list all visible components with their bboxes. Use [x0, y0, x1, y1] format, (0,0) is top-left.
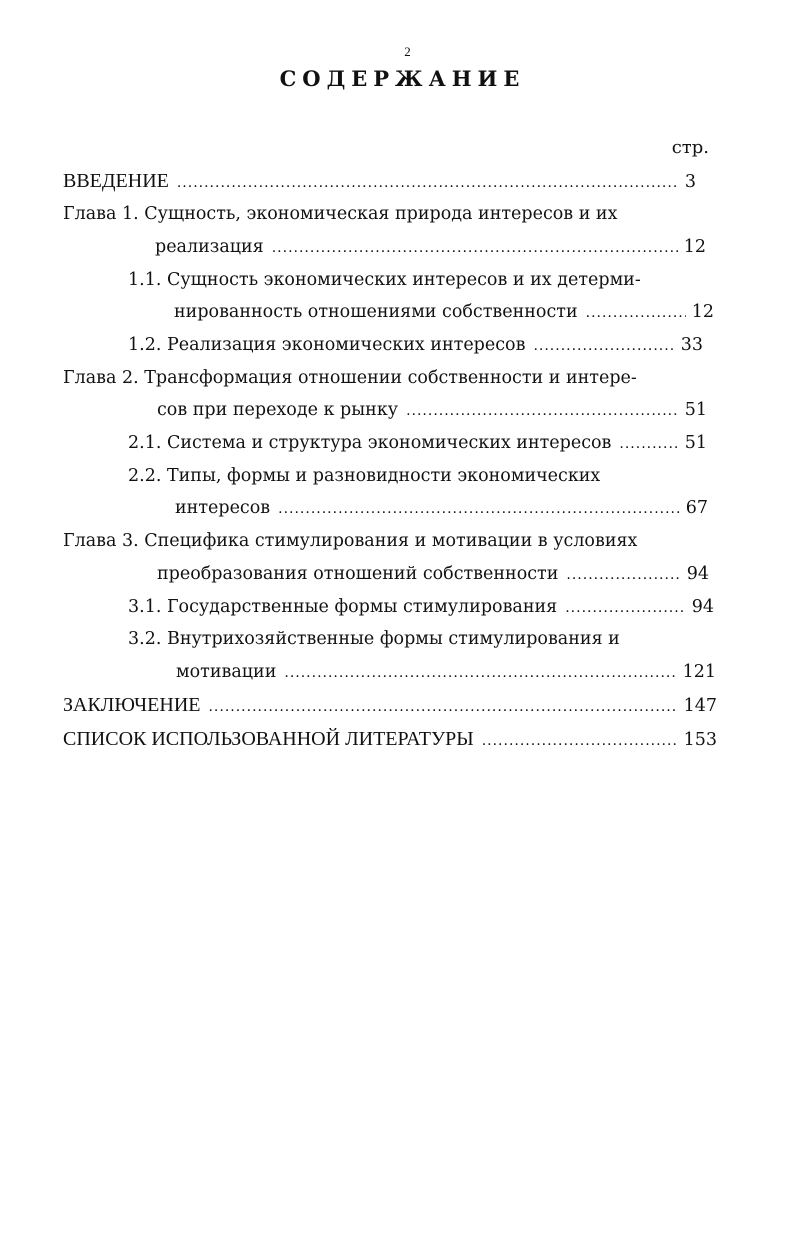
toc-entry-text: 2.1. Система и структура экономических интересов — [128, 433, 612, 453]
toc-entry-page: 147 — [683, 696, 717, 716]
toc-leader-dots — [272, 235, 678, 261]
toc-entry-text: 1.1. Сущность экономических интересов и их детерми- — [128, 270, 641, 290]
toc-leader-dots — [406, 398, 679, 424]
toc-entry-bibliography[interactable] — [63, 726, 717, 752]
toc-leader-dots — [177, 170, 679, 196]
toc-entry-page: 94 — [686, 564, 709, 584]
page-column-label: стр. — [671, 137, 709, 158]
toc-entry-chapter-3-line1[interactable] — [63, 528, 637, 554]
page-number: 2 — [404, 44, 411, 59]
toc-entry-text: мотивации — [176, 662, 277, 682]
toc-entry-text: преобразования отношений собственности — [157, 564, 559, 584]
toc-leader-dots — [619, 431, 678, 457]
toc-entry-section-2-2-line1[interactable] — [128, 463, 600, 489]
toc-leader-dots — [208, 694, 677, 720]
toc-entry-text: Глава 1. Сущность, экономическая природа интересов и их — [63, 204, 618, 224]
toc-entry-section-1-1[interactable] — [174, 299, 714, 325]
toc-entry-section-1-1-line1[interactable] — [128, 267, 641, 293]
toc-entry-page: 51 — [684, 400, 707, 420]
toc-entry-text: ВВЕДЕНИЕ — [63, 170, 169, 192]
toc-entry-section-2-1[interactable] — [128, 430, 707, 456]
toc-entry-section-3-2-line1[interactable] — [128, 626, 620, 652]
toc-entry-text: Глава 3. Специфика стимулирования и мотивации в условиях — [63, 531, 638, 551]
toc-entry-page: 33 — [680, 335, 703, 355]
toc-leader-dots — [586, 300, 686, 326]
toc-entry-section-3-2[interactable] — [176, 659, 716, 685]
toc-entry-chapter-3[interactable] — [157, 561, 709, 587]
toc-entry-page: 3 — [684, 172, 696, 192]
toc-entry-text: 1.2. Реализация экономических интересов — [128, 335, 526, 355]
toc-entry-chapter-1-line1[interactable] — [63, 201, 617, 227]
toc-entry-page: 51 — [684, 433, 707, 453]
toc-entry-chapter-1[interactable] — [155, 234, 706, 260]
toc-entry-section-3-1[interactable] — [128, 594, 714, 620]
toc-entry-page: 153 — [683, 730, 717, 750]
toc-entry-intro[interactable] — [63, 168, 696, 194]
toc-entry-text: 3.1. Государственные формы стимулирования — [128, 597, 558, 617]
toc-entry-conclusion[interactable] — [63, 692, 717, 718]
toc-entry-page: 121 — [682, 662, 716, 682]
toc-leader-dots — [533, 333, 674, 359]
toc-entry-section-2-2[interactable] — [175, 495, 708, 521]
toc-leader-dots — [278, 496, 680, 522]
toc-entry-chapter-2-line1[interactable] — [63, 365, 637, 391]
toc-entry-text: нированность отношениями собственности — [174, 302, 578, 322]
toc-entry-text: 3.2. Внутрихозяйственные формы стимулирования и — [128, 629, 620, 649]
toc-leader-dots — [482, 728, 678, 754]
toc-entry-page: 12 — [691, 302, 714, 322]
page-title: СОДЕРЖАНИЕ — [279, 66, 526, 91]
toc-entry-text: интересов — [175, 498, 271, 518]
toc-entry-chapter-2[interactable] — [157, 397, 707, 423]
toc-entry-page: 67 — [685, 498, 708, 518]
toc-entry-page: 12 — [683, 237, 706, 257]
toc-leader-dots — [565, 595, 685, 621]
toc-entry-text: реализация — [155, 237, 264, 257]
toc-entry-text: 2.2. Типы, формы и разновидности экономических — [128, 466, 601, 486]
toc-entry-page: 94 — [691, 597, 714, 617]
toc-entry-section-1-2[interactable] — [128, 332, 703, 358]
toc-entry-text: сов при переходе к рынку — [157, 400, 399, 420]
toc-entry-text: СПИСОК ИСПОЛЬЗОВАННОЙ ЛИТЕРАТУРЫ — [63, 728, 474, 750]
toc-entry-text: ЗАКЛЮЧЕНИЕ — [63, 694, 201, 716]
toc-entry-text: Глава 2. Трансформация отношении собственности и интере- — [63, 368, 637, 388]
toc-leader-dots — [566, 562, 680, 588]
toc-leader-dots — [284, 660, 676, 686]
